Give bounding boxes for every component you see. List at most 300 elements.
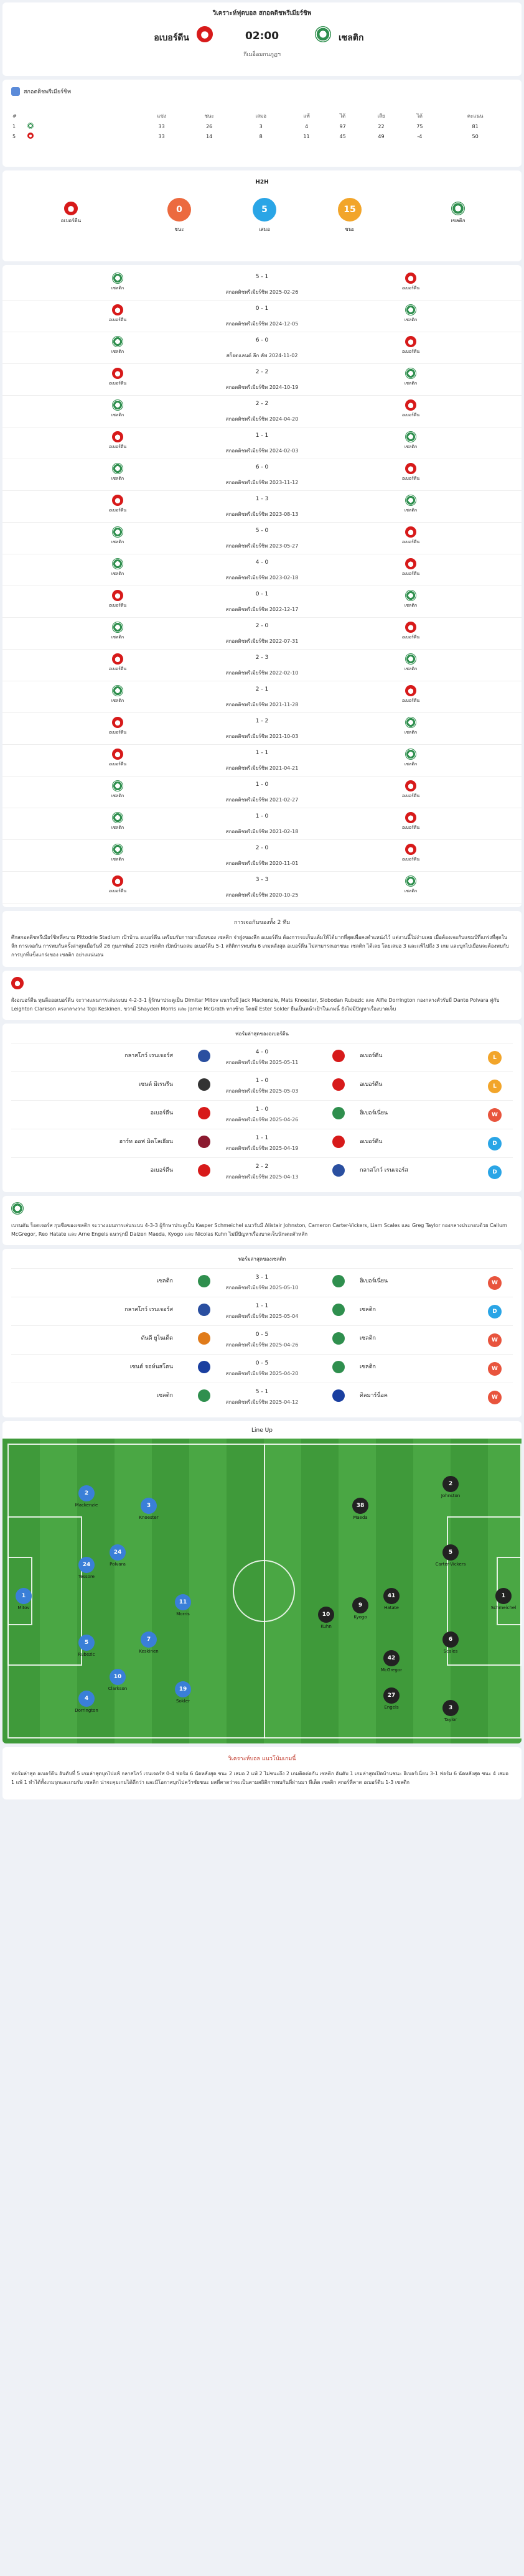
rank: 1 (12, 123, 16, 129)
h2h-away-name: อเบอร์ดีน (401, 857, 420, 862)
form-competition: สกอตติชพรีเมียร์ชิพ 2025-04-26 (225, 1342, 299, 1348)
league-name[interactable]: สกอตติชพรีเมียร์ชิพ (24, 89, 72, 95)
h2h-competition: สกอตติชพรีเมียร์ชิพ 2023-08-13 (225, 511, 299, 517)
analysis-title: วิเคราะห์บอล แนวโน้มเกมนี้ (228, 1756, 296, 1762)
h2h-away-name: เซลติก (404, 508, 418, 513)
h2h-score: 2 - 2 (255, 369, 269, 375)
h2h-away[interactable] (392, 653, 429, 673)
h2h-row[interactable] (2, 650, 522, 681)
player-number: 27 (383, 1687, 400, 1704)
aberdeen-logo (27, 133, 34, 139)
result-badge: D (488, 1165, 502, 1179)
h2h-home-name: อเบอร์ดีน (108, 444, 127, 449)
losses-bubble: 15 (338, 198, 362, 222)
h2h-away[interactable] (392, 685, 429, 704)
h2h-row[interactable] (2, 332, 522, 364)
h2h-score: 2 - 0 (255, 845, 269, 851)
h2h-match-list (2, 265, 522, 907)
player-name: Taylor (444, 1717, 457, 1722)
h2h-competition: สกอตติชพรีเมียร์ชิพ 2024-10-19 (225, 385, 299, 390)
h2h-competition: สก็อตแลนด์ ลีก คัพ 2024-11-02 (226, 353, 298, 358)
h2h-score: 1 - 0 (255, 782, 269, 788)
away-player[interactable] (488, 1588, 519, 1610)
form-row[interactable] (11, 1383, 513, 1411)
home-player[interactable] (8, 1588, 39, 1610)
form-score: 0 - 5 (255, 1332, 269, 1338)
h2h-away[interactable] (392, 463, 429, 482)
player-name: Clarkson (108, 1686, 128, 1691)
h2h-away-name: อเบอร์ดีน (401, 286, 420, 291)
team-logo-icon (332, 1275, 345, 1287)
lost: 4 (304, 123, 309, 129)
h2h-competition: สกอตติชพรีเมียร์ชิพ 2021-10-03 (225, 734, 299, 739)
player-name: Keskinen (139, 1649, 159, 1654)
h2h-competition: สกอตติชพรีเมียร์ชิพ 2023-02-18 (225, 575, 299, 581)
form-home-team: เซลติก (157, 1278, 173, 1284)
h2h-home-name: อเบอร์ดีน (108, 889, 127, 894)
played: 33 (158, 133, 165, 139)
away-form-list (11, 1268, 513, 1411)
h2h-away[interactable] (392, 622, 429, 641)
form-home-team: ฮาร์ท ออฟ มิดโลเธียน (119, 1139, 173, 1145)
home-player[interactable] (133, 1498, 164, 1520)
celtic-logo (405, 653, 416, 665)
h2h-competition: สกอตติชพรีเมียร์ชิพ 2022-02-10 (225, 670, 299, 676)
away-form-card (2, 1249, 522, 1417)
h2h-draws (240, 198, 289, 233)
played: 33 (158, 123, 165, 129)
form-home-team: เซนต์ จอห์นสโตน (129, 1364, 173, 1370)
result-badge: D (488, 1305, 502, 1318)
h2h-row[interactable] (2, 364, 522, 396)
analysis-card (2, 1747, 522, 1799)
aberdeen-logo (405, 812, 416, 823)
player-name: Schmeichel (490, 1605, 517, 1610)
player-name: Morris (176, 1612, 190, 1617)
away-player[interactable] (345, 1498, 376, 1520)
won: 14 (206, 133, 213, 139)
away-player[interactable] (435, 1700, 466, 1722)
h2h-away-name: อเบอร์ดีน (401, 635, 420, 640)
team-logo-icon (332, 1107, 345, 1119)
h2h-row[interactable] (2, 808, 522, 840)
home-form-title: ฟอร์มล่าสุดของอเบอร์ดีน (235, 1031, 289, 1037)
form-away-team: ฮิเบอร์เนี่ยน (360, 1110, 388, 1116)
aberdeen-logo (405, 399, 416, 411)
home-player[interactable] (167, 1681, 199, 1704)
h2h-away-name: อเบอร์ดีน (401, 793, 420, 798)
player-number: 4 (78, 1691, 95, 1707)
h2h-score: 6 - 0 (255, 464, 269, 470)
col-goals-for: ได้ (339, 113, 346, 119)
form-away-team: ฮิเบอร์เนี่ยน (360, 1278, 388, 1284)
h2h-home-name: อเบอร์ดีน (108, 508, 127, 513)
player-name: Mackenzie (75, 1503, 98, 1508)
h2h-row[interactable] (2, 618, 522, 650)
h2h-away-team[interactable] (433, 202, 483, 225)
celtic-logo (405, 875, 416, 887)
celtic-logo (405, 431, 416, 442)
h2h-score: 1 - 1 (255, 750, 269, 756)
center-circle (233, 1560, 295, 1622)
form-row[interactable] (11, 1157, 513, 1186)
h2h-away[interactable] (392, 558, 429, 577)
h2h-score: 3 - 3 (255, 877, 269, 883)
player-number: 9 (352, 1597, 368, 1613)
player-number: 3 (442, 1700, 459, 1716)
celtic-logo (405, 495, 416, 506)
h2h-home-name: เซลติก (111, 286, 124, 291)
h2h-row[interactable] (2, 459, 522, 491)
h2h-competition: สกอตติชพรีเมียร์ชิพ 2025-02-26 (225, 289, 299, 295)
h2h-home-name: เซลติก (111, 698, 124, 703)
result-badge: W (488, 1108, 502, 1122)
h2h-away-name: เซลติก (404, 317, 418, 322)
player-number: 11 (175, 1594, 191, 1610)
h2h-away-name: เซลติก (404, 762, 418, 767)
h2h-competition: สกอตติชพรีเมียร์ชิพ 2024-02-03 (225, 448, 299, 454)
col-won: ชนะ (204, 113, 214, 119)
h2h-home-name: อเบอร์ดีน (108, 381, 127, 386)
form-competition: สกอตติชพรีเมียร์ชิพ 2025-04-26 (225, 1117, 299, 1122)
home-player[interactable] (71, 1485, 102, 1508)
aberdeen-logo (405, 622, 416, 633)
form-score: 1 - 1 (255, 1135, 269, 1141)
standings-header-row (11, 111, 513, 121)
form-home-team: เซลติก (157, 1393, 173, 1399)
h2h-away[interactable] (392, 304, 429, 324)
aberdeen-logo (405, 844, 416, 855)
h2h-away[interactable] (392, 875, 429, 895)
col-drawn: เสมอ (255, 113, 267, 119)
h2h-away-name: อเบอร์ดีน (401, 539, 420, 544)
player-name: Knoester (139, 1515, 159, 1520)
form-row[interactable] (11, 1043, 513, 1071)
analysis-body: ฟอร์มล่าสุด อเบอร์ดีน อันดับที่ 5 เกมล่าสุดบุกไปแพ้ กลาสโกว์ เรนเจอร์ส 0-4 ฟอร์ม 6 นัดหลังสุด ชนะ 2 เสมอ 2 แพ้ 2 ไม่ชนะถึง 2 เกมติดต่อกัน เซลติก อันดับ 1 เกมล่าสุดเปิดบ้านชนะ ฮิเบอร์เนี่ยน 3-1 ฟอร์ม 6 นัดหลังสุด ชนะ 4 เสมอ 1 แพ้ 1 ทำได้ทั้งเกมรุกและเกมรับ เซลติก น่าจะคุมเกมได้ดีกว่า และมีโอกาสบุกไปคว้าชัยชนะ ผลที่คาดว่าจะเป็นตามสถิติการพบกันที่ผ่านมา ทีเด็ด เซลติก สกอร์ที่คาด อเบอร์ดีน 1-3 เซลติก (11, 1771, 509, 1785)
home-player[interactable] (167, 1594, 199, 1617)
h2h-summary (2, 170, 522, 261)
team-logo-icon (332, 1136, 345, 1148)
form-competition: สกอตติชพรีเมียร์ชิพ 2025-04-12 (225, 1399, 299, 1405)
h2h-competition: สกอตติชพรีเมียร์ชิพ 2024-04-20 (225, 416, 299, 422)
h2h-home-name: เซลติก (111, 571, 124, 576)
h2h-label: H2H (255, 179, 269, 185)
team-logo-icon (332, 1078, 345, 1091)
aberdeen-logo (405, 526, 416, 538)
h2h-away[interactable] (392, 749, 429, 768)
h2h-away-name: เซลติก (404, 666, 418, 671)
h2h-competition: สกอตติชพรีเมียร์ชิพ 2022-07-31 (225, 638, 299, 644)
aberdeen-logo (405, 780, 416, 791)
form-row[interactable] (11, 1354, 513, 1383)
h2h-score: 4 - 0 (255, 559, 269, 566)
celtic-logo (405, 749, 416, 760)
h2h-away[interactable] (392, 273, 429, 292)
celtic-logo (405, 368, 416, 379)
h2h-row[interactable] (2, 777, 522, 808)
h2h-away-name: อเบอร์ดีน (401, 825, 420, 830)
form-row[interactable] (11, 1297, 513, 1325)
drawn: 8 (259, 133, 263, 139)
h2h-row[interactable] (2, 713, 522, 745)
away-player[interactable] (376, 1650, 407, 1673)
match-title: วิเคราะห์ฟุตบอล สกอตติชพรีเมียร์ชิพ (212, 10, 312, 17)
home-player[interactable] (71, 1557, 102, 1579)
h2h-away[interactable] (392, 780, 429, 800)
h2h-home-name: อเบอร์ดีน (108, 666, 127, 671)
h2h-competition: สกอตติชพรีเมียร์ชิพ 2021-04-21 (225, 765, 299, 771)
aberdeen-logo (64, 202, 78, 215)
match-header (2, 2, 522, 76)
form-away-team: อเบอร์ดีน (360, 1139, 383, 1145)
form-competition: สกอตติชพรีเมียร์ชิพ 2025-05-11 (225, 1060, 299, 1065)
h2h-score: 1 - 2 (255, 718, 269, 724)
home-player[interactable] (71, 1691, 102, 1713)
h2h-home-name: อเบอร์ดีน (108, 730, 127, 735)
h2h-home-name: เซลติก (111, 349, 124, 354)
h2h-row[interactable] (2, 681, 522, 713)
form-away-team: เซลติก (360, 1307, 376, 1313)
h2h-away[interactable] (392, 526, 429, 546)
h2h-away-name: อเบอร์ดีน (401, 413, 420, 418)
h2h-row[interactable] (2, 301, 522, 332)
home-form-card (2, 1024, 522, 1192)
form-away-team: อเบอร์ดีน (360, 1081, 383, 1088)
h2h-away[interactable] (392, 590, 429, 609)
standings-table (11, 111, 513, 141)
goals-against: 49 (378, 133, 385, 139)
celtic-logo (27, 123, 34, 129)
goals-for: 97 (339, 123, 346, 129)
player-number: 2 (78, 1485, 95, 1501)
form-row[interactable] (11, 1268, 513, 1297)
h2h-away[interactable] (392, 495, 429, 514)
form-row[interactable] (11, 1071, 513, 1100)
h2h-competition: สกอตติชพรีเมียร์ชิพ 2020-11-01 (225, 861, 299, 866)
h2h-home-name: เซลติก (111, 413, 124, 418)
away-player[interactable] (435, 1631, 466, 1654)
home-player[interactable] (102, 1669, 133, 1691)
player-name: Carter-Vickers (435, 1562, 466, 1567)
h2h-competition: สกอตติชพรีเมียร์ชิพ 2023-11-12 (225, 480, 299, 485)
lineup-title: Line Up (251, 1427, 273, 1434)
pitch (2, 1439, 522, 1743)
result-badge: W (488, 1391, 502, 1404)
wins-bubble: 0 (167, 198, 191, 222)
h2h-competition: สกอตติชพรีเมียร์ชิพ 2021-11-28 (225, 702, 299, 707)
h2h-away-name: เซลติก (404, 603, 418, 608)
player-name: Engels (384, 1705, 399, 1710)
h2h-away[interactable] (392, 431, 429, 450)
away-player[interactable] (435, 1476, 466, 1498)
form-competition: สกอตติชพรีเมียร์ชิพ 2025-05-10 (225, 1285, 299, 1290)
player-name: Hatate (384, 1605, 399, 1610)
h2h-row[interactable] (2, 269, 522, 301)
form-home-team: ดันดี ยูไนเต็ด (141, 1335, 173, 1342)
col-rank: # (12, 113, 17, 119)
team-logo-icon (332, 1164, 345, 1177)
h2h-losses (325, 198, 375, 233)
h2h-away-name: เซลติก (404, 730, 418, 735)
form-away-team: กลาสโกว์ เรนเจอร์ส (360, 1167, 408, 1174)
form-row[interactable] (11, 1100, 513, 1129)
celtic-logo (405, 590, 416, 601)
player-number: 24 (78, 1557, 95, 1573)
h2h-score: 1 - 0 (255, 813, 269, 819)
form-score: 3 - 1 (255, 1274, 269, 1281)
away-intro-body: เบรนดัน ร็อดเจอร์ส กุนซือของเซลติก จะวางแผนการเล่นระบบ 4-3-3 ผู้รักษาประตูเป็น Kasper Schmeichel แนวรับมี Alistair Johnston, Cameron Carter-Vickers, Liam Scales และ Greg Taylor กองกลางประกอบด้วย Callum McGregor, Reo Hatate และ Arne Engels แนวรุกมี Daizen Maeda, Kyogo และ Nicolas Kuhn ไม่มีปัญหาเรื่องบาดเจ็บนักเตะตัวหลัก (11, 1223, 507, 1237)
points: 50 (472, 133, 479, 139)
won: 26 (206, 123, 213, 129)
player-number: 10 (318, 1607, 334, 1623)
h2h-row[interactable] (2, 523, 522, 554)
h2h-row[interactable] (2, 745, 522, 777)
goals-for: 45 (339, 133, 346, 139)
h2h-score: 0 - 1 (255, 306, 269, 312)
h2h-competition: สกอตติชพรีเมียร์ชิพ 2023-05-27 (225, 543, 299, 549)
away-player[interactable] (435, 1544, 466, 1567)
away-team-name[interactable]: เซลติก (339, 33, 364, 43)
h2h-away-name: เซลติก (404, 889, 418, 894)
result-badge: W (488, 1333, 502, 1347)
h2h-away[interactable] (392, 844, 429, 863)
h2h-row[interactable] (2, 872, 522, 903)
home-player[interactable] (133, 1631, 164, 1654)
standings-row-celtic[interactable] (11, 121, 513, 131)
home-intro-card (2, 971, 522, 1020)
h2h-away[interactable] (392, 399, 429, 419)
h2h-row[interactable] (2, 554, 522, 586)
points: 81 (472, 123, 479, 129)
h2h-away-name: อเบอร์ดีน (401, 476, 420, 481)
celtic-logo (451, 202, 465, 215)
home-intro-body: ฝั่งอเบอร์ดีน ทุนลีอออเบอร์ดีน จะวางแผนการเล่นระบบ 4-2-3-1 ผู้รักษาประตูเป็น Dimitar Mitov แนวรับมี Jack Mackenzie, Mats Knoester, Slobodan Rubezic และ Alfie Dorrington กองกลางตัวรับมี Dante Polvara คู่กับ Leighton Clarkson ตรงกลางวาง Topi Keskinen, ขวามี Shayden Morris และ Jamie McGrath ทางซ้าย โดยมี Ester Sokler ยืนเป็นหน้าเป้าในเกมนี้ ยังไม่มีปัญหาเรื่องบาดเจ็บ (11, 997, 500, 1012)
team-logo-icon (332, 1050, 345, 1062)
h2h-home-name: เซลติก (111, 539, 124, 544)
player-name: Maeda (353, 1515, 368, 1520)
result-badge: W (488, 1362, 502, 1376)
aberdeen-logo (11, 977, 24, 989)
away-player[interactable] (376, 1588, 407, 1610)
h2h-away-name: อเบอร์ดีน (401, 571, 420, 576)
h2h-row[interactable] (2, 396, 522, 427)
h2h-home-name: อเบอร์ดีน (60, 218, 82, 223)
result-badge: W (488, 1276, 502, 1290)
h2h-row[interactable] (2, 586, 522, 618)
form-away-team: คิลมาร์น็อค (360, 1393, 388, 1399)
player-name: Polvara (110, 1562, 126, 1567)
team-logo-icon (332, 1332, 345, 1345)
form-competition: สกอตติชพรีเมียร์ชิพ 2025-05-03 (225, 1088, 299, 1094)
h2h-score: 1 - 1 (255, 432, 269, 439)
form-score: 1 - 0 (255, 1078, 269, 1084)
h2h-home-team[interactable] (46, 202, 96, 225)
h2h-score: 0 - 1 (255, 591, 269, 597)
h2h-competition: สกอตติชพรีเมียร์ชิพ 2022-12-17 (225, 607, 299, 612)
trophy-icon (11, 87, 20, 96)
col-lost: แพ้ (303, 113, 310, 119)
losses-label: ชนะ (345, 226, 355, 232)
h2h-away[interactable] (392, 368, 429, 387)
preview-body: ศึกสกอตติชพรีเมียร์ชิพที่สนาม Pittodrie Stadium เป้าบ้าน อเบอร์ดีน เตรียมรับการมาเยือนของ เซลติก จ่าฝูงของลีก อเบอร์ดีน ต้องการจะเก็บแต้มให้ได้มากที่สุดเพื่อคงตำแหน่งไว้ แต่งานนี้ไม่ง่ายเลย เมื่อต้องเจอกับแชมป์ที่แกร่งที่สุดในลีก การเจอกัน การพบกันครั้งล่าสุดเมื่อวันที่ 26 กุมภาพันธ์ 2025 เซลติก เปิดบ้านถล่ม อเบอร์ดีน 5-1 สถิติการพบกัน 6 เกมหลังสุด อเบอร์ดีน ไม่สามารถเอาชนะ เซลติก ได้เลย โดยเสมอ 3 และแพ้ไปถึง 3 เกม และบุกไปเยือนจะต้องพบกับการบุกที่แข็งแกร่งของ เซลติก อย่างแน่นอน (11, 935, 509, 958)
celtic-logo (11, 1202, 24, 1215)
player-name: Johnston (441, 1493, 461, 1498)
h2h-home-name: เซลติก (111, 857, 124, 862)
player-number: 2 (442, 1476, 459, 1492)
h2h-score: 2 - 3 (255, 655, 269, 661)
player-name: Dorrington (75, 1708, 98, 1713)
draws-label: เสมอ (259, 226, 270, 232)
form-competition: สกอตติชพรีเมียร์ชิพ 2025-04-20 (225, 1371, 299, 1376)
h2h-away-name: เซลติก (451, 218, 466, 223)
home-team-name[interactable]: อเบอร์ดีน (154, 33, 189, 43)
away-player[interactable] (376, 1687, 407, 1710)
h2h-row[interactable] (2, 840, 522, 872)
player-number: 24 (110, 1544, 126, 1561)
form-row[interactable] (11, 1325, 513, 1354)
form-away-team: เซลติก (360, 1364, 376, 1370)
h2h-home-name: อเบอร์ดีน (108, 603, 127, 608)
h2h-score: 6 - 0 (255, 337, 269, 343)
home-player[interactable] (102, 1544, 133, 1567)
h2h-away[interactable] (392, 717, 429, 736)
form-home-team: กลาสโกว์ เรนเจอร์ส (124, 1053, 173, 1059)
away-team-logo (315, 26, 331, 42)
form-score: 0 - 5 (255, 1360, 269, 1366)
form-away-team: เซลติก (360, 1335, 376, 1342)
h2h-score: 5 - 0 (255, 528, 269, 534)
h2h-away-name: เซลติก (404, 381, 418, 386)
col-points: คะแนน (467, 113, 484, 119)
player-name: Kyogo (353, 1615, 367, 1620)
form-row[interactable] (11, 1129, 513, 1157)
col-team (26, 111, 138, 121)
lineup-card (2, 1421, 522, 1743)
draws-bubble: 5 (253, 198, 276, 222)
standings-row-aberdeen[interactable] (11, 131, 513, 141)
h2h-row[interactable] (2, 491, 522, 523)
standings-header (11, 87, 513, 96)
rank: 5 (12, 133, 16, 139)
h2h-row[interactable] (2, 427, 522, 459)
h2h-away[interactable] (392, 336, 429, 355)
player-number: 5 (78, 1635, 95, 1651)
player-number: 7 (141, 1631, 157, 1648)
standings-card (2, 80, 522, 167)
h2h-score: 2 - 0 (255, 623, 269, 629)
h2h-home-name: เซลติก (111, 476, 124, 481)
aberdeen-logo (405, 273, 416, 284)
away-player[interactable] (345, 1597, 376, 1620)
h2h-away[interactable] (392, 812, 429, 831)
form-competition: สกอตติชพรีเมียร์ชิพ 2025-04-13 (225, 1174, 299, 1180)
home-player[interactable] (71, 1635, 102, 1657)
form-score: 1 - 0 (255, 1106, 269, 1113)
result-badge: L (488, 1051, 502, 1065)
h2h-away-name: เซลติก (404, 444, 418, 449)
celtic-logo (405, 304, 416, 315)
drawn: 3 (259, 123, 263, 129)
result-badge: D (488, 1137, 502, 1150)
wins-label: ชนะ (174, 226, 184, 232)
preview-title: การเจอกันของทั้ง 2 ทีม (233, 920, 291, 926)
away-intro-card (2, 1196, 522, 1245)
away-player[interactable] (311, 1607, 342, 1629)
player-number: 42 (383, 1650, 400, 1666)
h2h-home-name: อเบอร์ดีน (108, 762, 127, 767)
player-name: Tessore (78, 1574, 95, 1579)
goal-diff: 75 (416, 123, 423, 129)
